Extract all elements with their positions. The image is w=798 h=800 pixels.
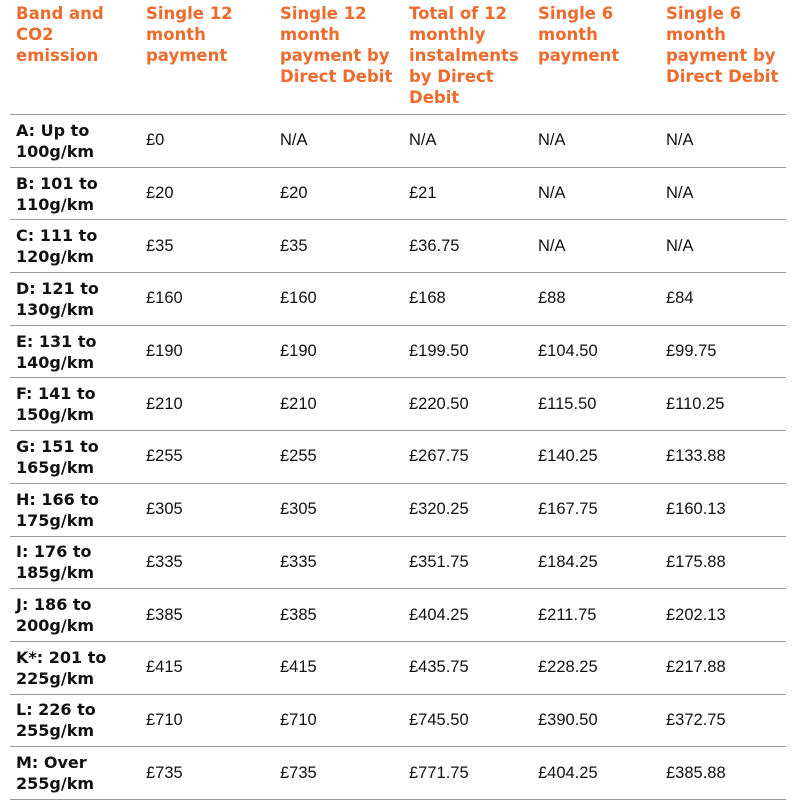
single-12-month-cell: £415 bbox=[140, 641, 274, 694]
single-6-month-cell: £140.25 bbox=[532, 431, 660, 484]
single-12-month-dd-cell: N/A bbox=[274, 115, 403, 168]
single-6-month-dd-cell: £217.88 bbox=[660, 641, 786, 694]
single-12-month-cell: £335 bbox=[140, 536, 274, 589]
header-single-12-month-direct-debit: Single 12 month payment by Direct Debit bbox=[274, 0, 403, 115]
single-12-month-cell: £160 bbox=[140, 273, 274, 326]
table-header bbox=[10, 0, 786, 115]
band-cell: F: 141 to 150g/km bbox=[10, 378, 140, 431]
single-12-month-cell: £210 bbox=[140, 378, 274, 431]
single-12-month-dd-cell: £190 bbox=[274, 325, 403, 378]
single-12-month-cell: £735 bbox=[140, 747, 274, 800]
single-6-month-cell: £88 bbox=[532, 273, 660, 326]
band-cell: I: 176 to 185g/km bbox=[10, 536, 140, 589]
single-6-month-dd-cell: £84 bbox=[660, 273, 786, 326]
table-row bbox=[10, 483, 786, 536]
total-12-instalments-cell: £21 bbox=[403, 167, 532, 220]
table-row bbox=[10, 167, 786, 220]
single-12-month-dd-cell: £210 bbox=[274, 378, 403, 431]
single-6-month-cell: £390.50 bbox=[532, 694, 660, 747]
single-6-month-cell: £115.50 bbox=[532, 378, 660, 431]
single-6-month-cell: £167.75 bbox=[532, 483, 660, 536]
header-total-12-monthly-instalments: Total of 12 monthly instalments by Direct Debit bbox=[403, 0, 532, 115]
vehicle-tax-rates-table bbox=[10, 0, 786, 800]
table-row bbox=[10, 115, 786, 168]
table-row bbox=[10, 431, 786, 484]
single-12-month-dd-cell: £305 bbox=[274, 483, 403, 536]
single-12-month-dd-cell: £35 bbox=[274, 220, 403, 273]
single-6-month-dd-cell: N/A bbox=[660, 115, 786, 168]
header-single-6-month-payment: Single 6 month payment bbox=[532, 0, 660, 115]
total-12-instalments-cell: £771.75 bbox=[403, 747, 532, 800]
single-6-month-dd-cell: £160.13 bbox=[660, 483, 786, 536]
band-cell: B: 101 to 110g/km bbox=[10, 167, 140, 220]
single-6-month-cell: £211.75 bbox=[532, 589, 660, 642]
table-row bbox=[10, 536, 786, 589]
total-12-instalments-cell: £220.50 bbox=[403, 378, 532, 431]
single-6-month-dd-cell: N/A bbox=[660, 167, 786, 220]
table-row bbox=[10, 747, 786, 800]
total-12-instalments-cell: £404.25 bbox=[403, 589, 532, 642]
band-cell: K*: 201 to 225g/km bbox=[10, 641, 140, 694]
single-12-month-cell: £35 bbox=[140, 220, 274, 273]
single-6-month-cell: £228.25 bbox=[532, 641, 660, 694]
single-12-month-dd-cell: £255 bbox=[274, 431, 403, 484]
band-cell: A: Up to 100g/km bbox=[10, 115, 140, 168]
single-6-month-cell: N/A bbox=[532, 220, 660, 273]
single-12-month-dd-cell: £735 bbox=[274, 747, 403, 800]
band-cell: G: 151 to 165g/km bbox=[10, 431, 140, 484]
band-cell: L: 226 to 255g/km bbox=[10, 694, 140, 747]
band-cell: M: Over 255g/km bbox=[10, 747, 140, 800]
single-12-month-cell: £0 bbox=[140, 115, 274, 168]
header-single-6-month-direct-debit: Single 6 month payment by Direct Debit bbox=[660, 0, 786, 115]
single-12-month-cell: £710 bbox=[140, 694, 274, 747]
single-6-month-cell: N/A bbox=[532, 115, 660, 168]
single-6-month-dd-cell: £175.88 bbox=[660, 536, 786, 589]
single-6-month-cell: £104.50 bbox=[532, 325, 660, 378]
total-12-instalments-cell: £267.75 bbox=[403, 431, 532, 484]
table-row bbox=[10, 589, 786, 642]
table-row bbox=[10, 220, 786, 273]
single-12-month-cell: £385 bbox=[140, 589, 274, 642]
table-row bbox=[10, 325, 786, 378]
total-12-instalments-cell: £320.25 bbox=[403, 483, 532, 536]
total-12-instalments-cell: £36.75 bbox=[403, 220, 532, 273]
total-12-instalments-cell: £351.75 bbox=[403, 536, 532, 589]
single-12-month-dd-cell: £415 bbox=[274, 641, 403, 694]
single-6-month-dd-cell: £385.88 bbox=[660, 747, 786, 800]
total-12-instalments-cell: £199.50 bbox=[403, 325, 532, 378]
single-12-month-dd-cell: £160 bbox=[274, 273, 403, 326]
band-cell: C: 111 to 120g/km bbox=[10, 220, 140, 273]
band-cell: H: 166 to 175g/km bbox=[10, 483, 140, 536]
header-band-co2-emission: Band and CO2 emission bbox=[10, 0, 140, 115]
single-6-month-cell: N/A bbox=[532, 167, 660, 220]
single-12-month-dd-cell: £710 bbox=[274, 694, 403, 747]
total-12-instalments-cell: £435.75 bbox=[403, 641, 532, 694]
total-12-instalments-cell: £745.50 bbox=[403, 694, 532, 747]
single-6-month-cell: £404.25 bbox=[532, 747, 660, 800]
single-6-month-dd-cell: £372.75 bbox=[660, 694, 786, 747]
single-12-month-cell: £305 bbox=[140, 483, 274, 536]
table-row bbox=[10, 694, 786, 747]
single-12-month-cell: £190 bbox=[140, 325, 274, 378]
single-6-month-dd-cell: £99.75 bbox=[660, 325, 786, 378]
single-6-month-dd-cell: £133.88 bbox=[660, 431, 786, 484]
single-6-month-dd-cell: N/A bbox=[660, 220, 786, 273]
header-single-12-month-payment: Single 12 month payment bbox=[140, 0, 274, 115]
single-12-month-dd-cell: £385 bbox=[274, 589, 403, 642]
band-cell: J: 186 to 200g/km bbox=[10, 589, 140, 642]
table-row bbox=[10, 273, 786, 326]
single-12-month-dd-cell: £20 bbox=[274, 167, 403, 220]
band-cell: D: 121 to 130g/km bbox=[10, 273, 140, 326]
single-12-month-cell: £255 bbox=[140, 431, 274, 484]
total-12-instalments-cell: £168 bbox=[403, 273, 532, 326]
single-6-month-dd-cell: £202.13 bbox=[660, 589, 786, 642]
header-row bbox=[10, 0, 786, 115]
table-row bbox=[10, 378, 786, 431]
table-body bbox=[10, 115, 786, 800]
single-12-month-cell: £20 bbox=[140, 167, 274, 220]
single-12-month-dd-cell: £335 bbox=[274, 536, 403, 589]
table-row bbox=[10, 641, 786, 694]
band-cell: E: 131 to 140g/km bbox=[10, 325, 140, 378]
single-6-month-cell: £184.25 bbox=[532, 536, 660, 589]
single-6-month-dd-cell: £110.25 bbox=[660, 378, 786, 431]
total-12-instalments-cell: N/A bbox=[403, 115, 532, 168]
